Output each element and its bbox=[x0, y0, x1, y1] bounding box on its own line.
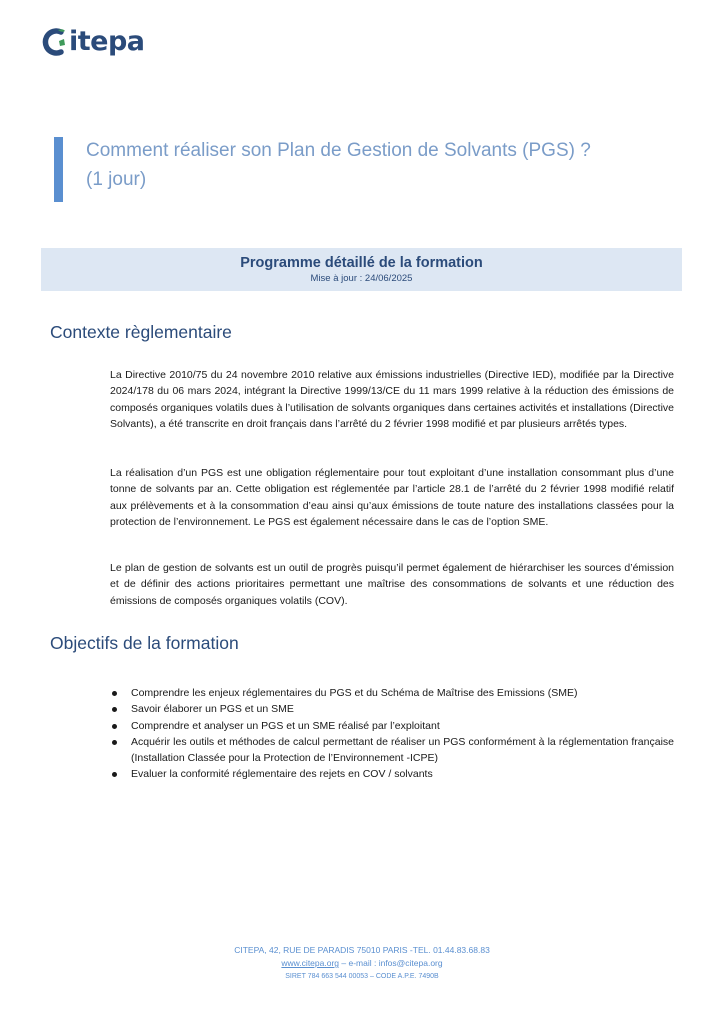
objective-text: Comprendre et analyser un PGS et un SME réalisé par l’exploitant bbox=[131, 719, 440, 732]
context-paragraph-2: La réalisation d’un PGS est une obligation réglementaire pour tout exploitant d’une installation consommant plus d’une tonne de solvants par an. Cette obligation est réglementée par l’article 28.1 de l’arrêté du 2 février 1998 modifié relatif aux prélèvements et à la consommation d’eau ainsi qu’aux émissions de toute nature des installations classées pour la protection de l’environnement. Le PGS est également nécessaire dans le cas de l’option SME. bbox=[110, 467, 674, 528]
page-title-line-1: Comment réaliser son Plan de Gestion de Solvants (PGS) ? bbox=[86, 140, 591, 161]
list-item bbox=[110, 701, 674, 717]
context-paragraph-3: Le plan de gestion de solvants est un outil de progrès puisqu’il permet également de hiérarchiser les sources d’émission et de définir des actions prioritaires permettant une maîtrise des consommations de solvants et une réduction des émissions de composés organiques volatils (COV). bbox=[110, 562, 674, 607]
list-item bbox=[110, 685, 674, 701]
footer-address: CITEPA, 42, RUE DE PARADIS 75010 PARIS -TEL. 01.44.83.68.83 bbox=[234, 945, 490, 955]
context-heading: Contexte règlementaire bbox=[50, 322, 232, 342]
website-link[interactable]: www.citepa.org bbox=[281, 958, 340, 968]
bullet-icon bbox=[112, 724, 117, 729]
objectives-list bbox=[110, 685, 674, 783]
footer bbox=[0, 944, 724, 983]
objectives-heading: Objectifs de la formation bbox=[50, 633, 239, 653]
bullet-icon bbox=[112, 707, 117, 712]
objective-text: Savoir élaborer un PGS et un SME bbox=[131, 703, 294, 716]
email-label: – e-mail : bbox=[339, 958, 379, 968]
objective-text: Acquérir les outils et méthodes de calcul permettant de réaliser un PGS conformément à la réglementation française (Installation Classée pour la Protection de l’Environnement -ICPE) bbox=[131, 735, 674, 765]
list-item bbox=[110, 734, 674, 767]
bullet-icon bbox=[112, 691, 117, 696]
program-header-box bbox=[41, 248, 682, 291]
page-title-line-2: (1 jour) bbox=[86, 169, 147, 190]
email-address[interactable]: infos@citepa.org bbox=[378, 958, 443, 968]
update-date: Mise à jour : 24/06/2025 bbox=[310, 273, 413, 284]
program-heading: Programme détaillé de la formation bbox=[240, 255, 483, 271]
footer-legal: SIRET 784 663 544 00053 – CODE A.P.E. 7490B bbox=[285, 973, 439, 980]
logo-mark-icon bbox=[42, 27, 68, 57]
list-item bbox=[110, 766, 674, 782]
objective-text: Comprendre les enjeux réglementaires du PGS et du Schéma de Maîtrise des Emissions (SME) bbox=[131, 687, 578, 699]
context-paragraph-1: La Directive 2010/75 du 24 novembre 2010 relative aux émissions industrielles (Directive IED), modifiée par la Directive 2024/178 du 06 mars 2024, intégrant la Directive 1999/13/CE du 11 mars 1999 relative à la réduction des émissions de composés organiques volatils dues à l’utilisation de solvants organiques dans certaines activités et installations (Directive Solvants), a été transcrite en droit français dans l’arrêté du 2 février 1998 modifié et par plusieurs arrêtés types. bbox=[110, 369, 674, 430]
objective-text: Evaluer la conformité réglementaire des rejets en COV / solvants bbox=[131, 768, 433, 781]
citepa-logo bbox=[42, 26, 145, 57]
title-accent-bar bbox=[54, 137, 63, 202]
page-title bbox=[86, 136, 686, 194]
bullet-icon bbox=[112, 740, 117, 745]
logo-text: itepa bbox=[69, 26, 145, 57]
list-item bbox=[110, 718, 674, 734]
footer-contact bbox=[0, 957, 724, 970]
bullet-icon bbox=[112, 772, 117, 777]
